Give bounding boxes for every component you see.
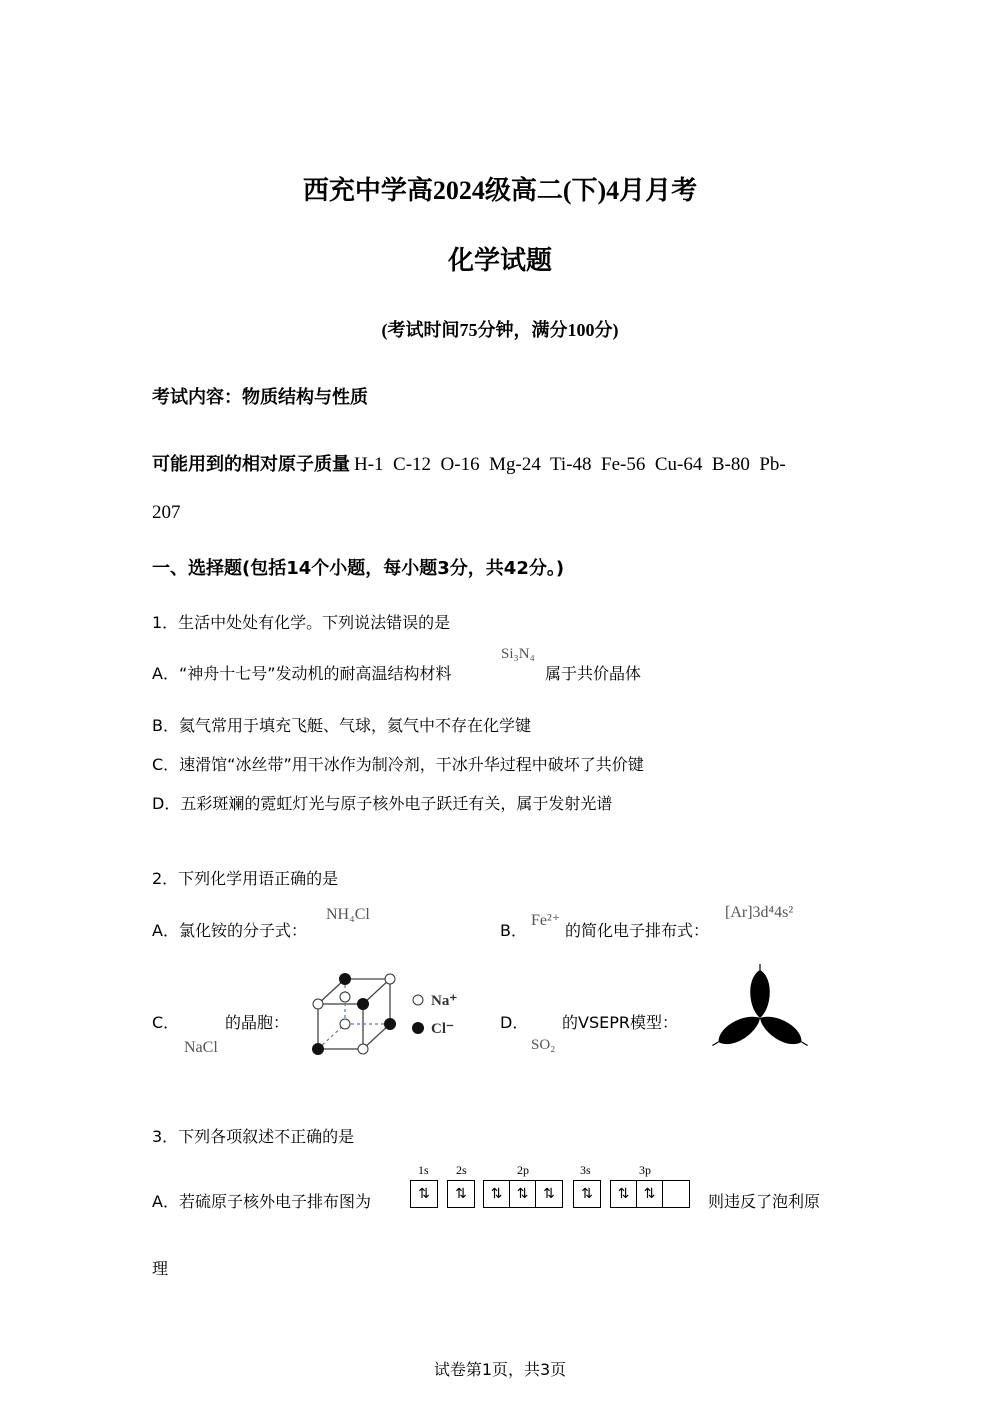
orbital-label-2s: 2s: [456, 1163, 467, 1177]
orbital-box-2s: [447, 1180, 475, 1208]
exam-subtitle: 化学试题: [447, 246, 552, 276]
q2-b-ion: Fe²⁺: [531, 912, 561, 929]
q2-a-formula: NH₄Cl: [326, 906, 370, 923]
orbital-cell: [663, 1181, 689, 1207]
na-ion-circle: [340, 992, 350, 1002]
q2-b-label: B．: [500, 921, 527, 940]
orbital-label-2p: 2p: [517, 1163, 529, 1177]
cl-ion-circle: [312, 1043, 324, 1055]
q2-b-config: [Ar]3d⁴4s²: [725, 904, 794, 921]
orbital-cell: ⇅: [484, 1181, 510, 1207]
orbital-cell: ⇅: [581, 1186, 593, 1202]
q1-a-prefix: A．“神舟十七号”发动机的耐高温结构材料: [152, 664, 452, 683]
q1-stem: 1．生活中处处有化学。下列说法错误的是: [152, 613, 451, 632]
orbital-box-3s: [573, 1180, 601, 1208]
exam-title: 西充中学高2024级高二(下)4月月考: [302, 176, 698, 205]
atomic-mass-line: [152, 450, 786, 476]
orbital-label-1s: 1s: [418, 1163, 429, 1177]
q1-option-b: B．氦气常用于填充飞艇、气球，氦气中不存在化学键: [152, 716, 531, 735]
legend-cl-marker: [412, 1022, 424, 1034]
orbital-cell: ⇅: [418, 1186, 430, 1202]
orbital-cell: ⇅: [637, 1181, 663, 1207]
q2-d-text: 的VSEPR模型：: [562, 1013, 678, 1032]
atomic-mass-values: H-1 C-12 O-16 Mg-24 Ti-48 Fe-56 Cu-64 B-80 Pb-: [354, 454, 786, 475]
atomic-mass-cont: 207: [152, 502, 181, 523]
q2-d-formula: SO₂: [531, 1037, 556, 1053]
atomic-mass-label: 可能用到的相对原子质量: [152, 454, 350, 475]
vsepr-model-diagram: [705, 962, 815, 1062]
q1-option-d: D．五彩斑斓的霓虹灯光与原子核外电子跃迁有关，属于发射光谱: [152, 794, 613, 813]
q1-option-c: C．速滑馆“冰丝带”用干冰作为制冷剂，干冰升华过程中破坏了共价键: [152, 755, 644, 774]
na-ion-circle: [340, 1019, 350, 1029]
exam-content-line: 考试内容：物质结构与性质: [152, 387, 368, 408]
orbital-label-3s: 3s: [580, 1163, 591, 1177]
q3-a-prefix: A．若硫原子核外电子排布图为: [152, 1192, 371, 1211]
legend-na-label: Na⁺: [431, 993, 458, 1009]
orbital-cell: ⇅: [543, 1186, 555, 1202]
cl-ion-circle: [357, 998, 369, 1010]
q2-d-label: D．: [500, 1013, 529, 1032]
na-ion-circle: [385, 974, 395, 984]
orbital-cell: ⇅: [510, 1181, 536, 1207]
orbital-cell: ⇅: [455, 1186, 467, 1202]
legend-cl-label: Cl⁻: [431, 1021, 454, 1037]
q2-a-label: A．氯化铵的分子式：: [152, 921, 307, 940]
q1-a-suffix: 属于共价晶体: [545, 664, 642, 683]
orbital-cell: ⇅: [611, 1181, 637, 1207]
q3-a-cont: 理: [152, 1259, 169, 1278]
orbital-box-1s: [410, 1180, 438, 1208]
orbital-box-2p: [483, 1180, 563, 1208]
q3-a-suffix: 则违反了泡利原: [708, 1192, 821, 1211]
orbital-label-3p: 3p: [639, 1163, 651, 1177]
page-footer: 试卷第1页，共3页: [433, 1360, 567, 1379]
cl-ion-circle: [384, 1018, 396, 1030]
q1-a-formula: Si₃N₄: [501, 646, 535, 662]
na-ion-circle: [313, 999, 323, 1009]
nacl-unit-cell-diagram: [300, 962, 475, 1062]
q2-b-text: 的简化电子排布式：: [565, 921, 710, 940]
q1-option-a: [152, 661, 452, 684]
orbital-box-3p: [610, 1180, 690, 1208]
section-heading: 一、选择题(包括14个小题，每小题3分，共42分。): [152, 558, 565, 579]
q2-stem: 2．下列化学用语正确的是: [152, 869, 339, 888]
q2-c-label: C．: [152, 1013, 180, 1032]
legend-na-marker: [413, 995, 423, 1005]
q3-stem: 3．下列各项叙述不正确的是: [152, 1127, 355, 1146]
cl-ion-circle: [339, 973, 351, 985]
q2-c-formula: NaCl: [184, 1039, 218, 1056]
exam-info: (考试时间75分钟，满分100分): [381, 320, 619, 340]
q2-c-text: 的晶胞：: [225, 1013, 290, 1032]
na-ion-circle: [358, 1044, 368, 1054]
